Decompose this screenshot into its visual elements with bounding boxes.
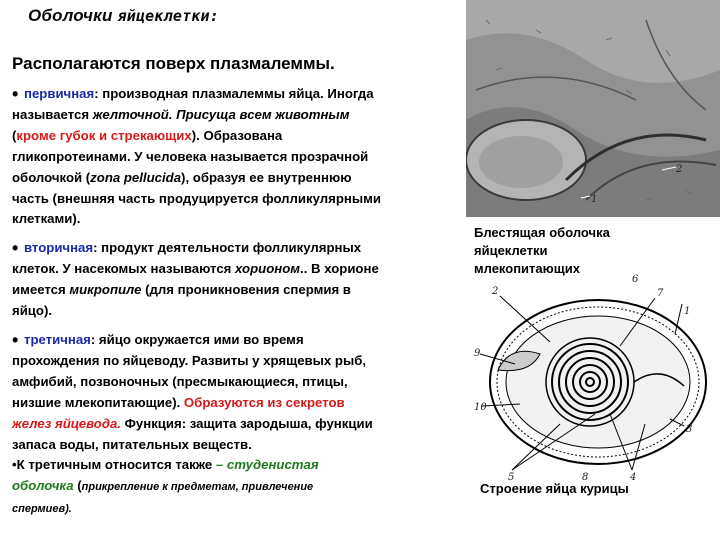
egg-label-4: 4 [630, 472, 637, 483]
term-secondary: вторичная [23, 240, 94, 256]
jelly-term-2: оболочка [12, 478, 74, 494]
slide-title [28, 6, 219, 26]
jelly-term: студенистая [226, 457, 319, 473]
secretion-text: Образуются из секретов [183, 394, 345, 410]
egg-label-7: 7 [657, 288, 664, 299]
egg-label-8: 8 [582, 472, 589, 483]
chorion-term: хорионом [235, 261, 301, 277]
yolk-term: желточной. Присуща всем животным [92, 106, 350, 122]
egg-label-6: 6 [632, 274, 639, 285]
body-text [12, 84, 467, 520]
gland-text: желез яйцевода. [12, 415, 121, 431]
egg-caption: Строение яйца курицы [480, 481, 629, 496]
micrograph-image [466, 0, 720, 217]
primary-para: • первичная: производная плазмалеммы яйца. Иногда называется желточной. Присуща всем животным (кроме губок и стрекающих). Образована гликопротеинами. У человека называется прозрачной оболочкой (zona pellucida), образуя ее внутреннюю часть (внешняя часть продуцируется фолликулярными клетками). [12, 84, 382, 227]
micrograph-caption: Блестящая оболочка яйцеклетки млекопитающих [474, 225, 610, 276]
egg-diagram [470, 274, 720, 484]
bullet-icon: • [12, 329, 19, 350]
micro-label-2: 2 [676, 164, 683, 175]
title-rest: яйцеклетки: [117, 7, 220, 25]
jelly-note-2: спермиев). [12, 503, 72, 516]
exception-text: кроме губок и стрекающих [16, 127, 192, 143]
bullet-icon: • [12, 84, 19, 104]
term-tertiary: третичная [23, 331, 91, 347]
egg-label-5: 5 [508, 472, 515, 483]
term-primary: первичная [23, 86, 95, 101]
latin-term: zona pellucida [90, 169, 182, 185]
jelly-note: прикрепление к предметам, привлечение [81, 481, 314, 494]
secondary-para: • вторичная: продукт деятельности фолликулярных клеток. У насекомых называются хорионом.. В хорионе имеется микропиле (для проникновения спермия в яйцо). [12, 238, 379, 319]
egg-label-10: 10 [474, 402, 487, 413]
micropyle-term: микропиле [69, 282, 142, 298]
title-word: Оболочки [28, 6, 113, 25]
tertiary-para: • третичная: яйцо окружается ими во время прохождения по яйцеводу. Развиты у хрящевых рыб, амфибий, позвоночных (пресмыкающиеся, птицы, низшие млекопитающие). Образуются из секретов желез яйцевода. Функция: защита зародыша, функции запаса воды, питательных веществ. •К третичным относится также – студенистая оболочка (прикрепление к предметам, привлечение спермиев). [12, 329, 373, 516]
egg-label-9: 9 [474, 348, 481, 359]
micro-label-1: 1 [591, 194, 598, 205]
bullet-icon: • [12, 238, 19, 259]
subheading: Располагаются поверх плазмалеммы. [12, 54, 335, 73]
egg-label-3: 3 [686, 424, 693, 435]
egg-label-1: 1 [684, 306, 691, 317]
egg-label-2: 2 [492, 286, 499, 297]
